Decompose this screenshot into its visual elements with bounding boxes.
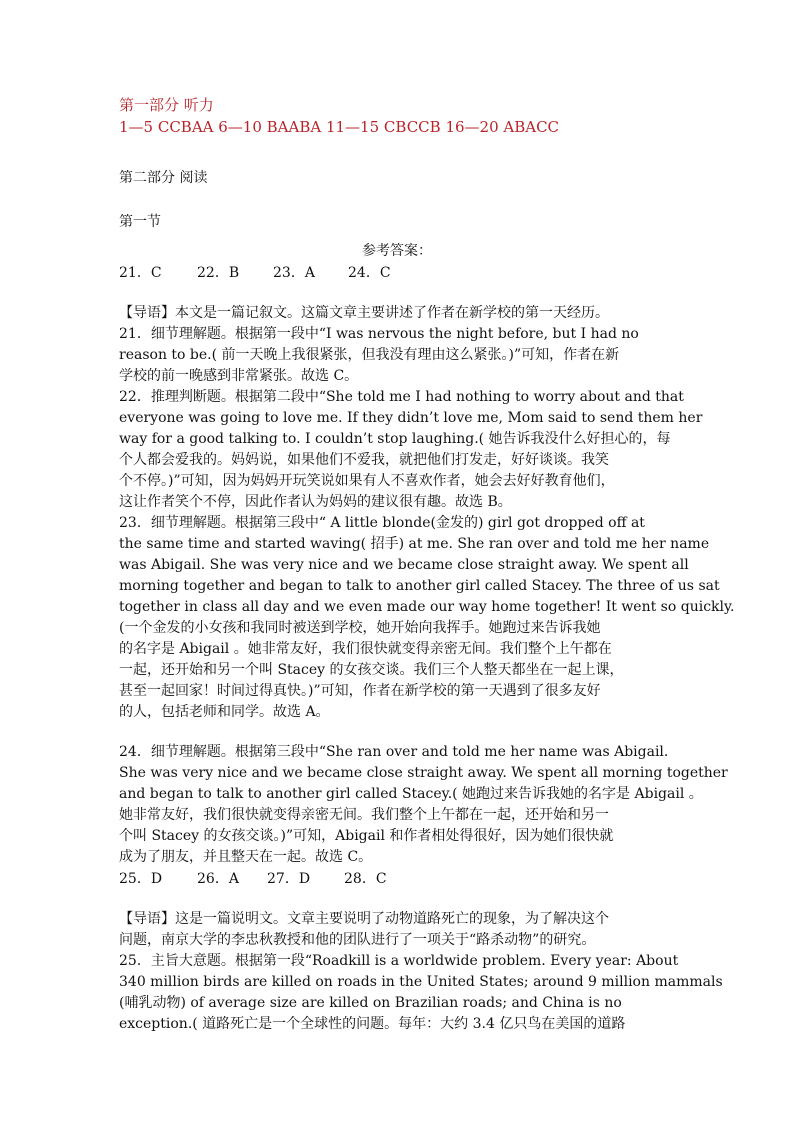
answer-23: 23．A [273, 265, 315, 281]
reading-heading: 第二部分 阅读 [119, 170, 208, 186]
section-heading: 第一节 [119, 214, 161, 230]
passage-a-line-26: 成为了朋友，并且整天在一起。故选 C。 [119, 849, 373, 865]
reference-answer-title: 参考答案： [362, 243, 432, 259]
passage-a-line-18: 一起，还开始和另一个叫 Stacey 的女孩交谈。我们三个人整天都坐在一起上课， [119, 662, 624, 678]
answer-25: 25．D [119, 871, 163, 887]
passage-a-line-25: 个叫 Stacey 的女孩交谈。)”可知，Abigail 和作者相处得很好，因为她们很快就 [119, 828, 614, 844]
passage-b-line-2: 问题，南京大学的李忠秋教授和他的团队进行了一项关于“路杀动物”的研究。 [119, 932, 596, 948]
passage-b-line-1: 【导语】这是一篇说明文。文章主要说明了动物道路死亡的现象，为了解决这个 [119, 911, 609, 927]
answer-24: 24．C [348, 265, 391, 281]
passage-a-line-21: 24．细节理解题。根据第三段中“She ran over and told me her name was Abigail. [119, 744, 669, 760]
passage-a-line-12: the same time and started waving( 招手) at me. She ran over and told me her name [119, 536, 710, 552]
answer-21: 21．C [119, 265, 162, 281]
answer-row-25-28 [119, 869, 387, 890]
passage-a-line-5: 22．推理判断题。根据第二段中“She told me I had nothing to worry about and that [119, 389, 684, 405]
passage-a-line-4: 学校的前一晚感到非常紧张。故选 C。 [119, 368, 359, 384]
passage-a-line-14: morning together and began to talk to another girl called Stacey. The three of us sat [119, 578, 720, 594]
passage-a-line-7: way for a good talking to. I couldn’t stop laughing.( 她告诉我没什么好担心的，每 [119, 431, 671, 447]
passage-a-line-3: reason to be.( 前一天晚上我很紧张，但我没有理由这么紧张。)”可知，作者在新 [119, 347, 620, 363]
answer-26: 26．A [197, 871, 239, 887]
passage-a-line-9: 个不停。)”可知，因为妈妈开玩笑说如果有人不喜欢作者，她会去好好教育他们， [119, 473, 615, 489]
passage-a-line-22: She was very nice and we became close straight away. We spent all morning together [119, 765, 728, 781]
passage-a-line-1: 【导语】本文是一篇记叙文。这篇文章主要讲述了作者在新学校的第一天经历。 [119, 305, 609, 321]
passage-a-line-2: 21．细节理解题。根据第一段中“I was nervous the night before, but I had no [119, 326, 639, 342]
passage-a-line-10: 这让作者笑个不停，因此作者认为妈妈的建议很有趣。故选 B。 [119, 494, 512, 510]
passage-a-line-15: together in class all day and we even made our way home together! It went so quickly. [119, 599, 735, 615]
listening-answers: 1—5 CCBAA 6—10 BAABA 11—15 CBCCB 16—20 ABACC [119, 118, 560, 136]
passage-a-line-11: 23．细节理解题。根据第三段中“ A little blonde(金发的) girl got dropped off at [119, 515, 645, 531]
listening-heading: 第一部分 听力 [119, 96, 214, 114]
answer-row-21-24 [119, 263, 391, 284]
passage-a-line-8: 个人都会爱我的。妈妈说，如果他们不爱我，就把他们打发走，好好谈谈。我笑 [119, 452, 609, 468]
passage-a-line-23: and began to talk to another girl called Stacey.( 她跑过来告诉我她的名字是 Abigail 。 [119, 786, 703, 802]
passage-a-line-20: 的人，包括老师和同学。故选 A。 [119, 704, 330, 720]
passage-a-line-13: was Abigail. She was very nice and we became close straight away. We spent all [119, 557, 689, 573]
answer-27: 27．D [267, 871, 311, 887]
passage-a-line-19: 甚至一起回家！时间过得真快。)”可知，作者在新学校的第一天遇到了很多友好 [119, 683, 601, 699]
passage-b-line-6: exception.( 道路死亡是一个全球性的问题。每年：大约 3.4 亿只鸟在美国的道路 [119, 1016, 626, 1032]
passage-b-line-3: 25．主旨大意题。根据第一段“Roadkill is a worldwide problem. Every year: About [119, 953, 679, 969]
passage-b-line-5: (哺乳动物) of average size are killed on Brazilian roads; and China is no [119, 995, 622, 1011]
passage-a-line-17: 的名字是 Abigail 。她非常友好，我们很快就变得亲密无间。我们整个上午都在 [119, 641, 612, 657]
passage-a-line-24: 她非常友好，我们很快就变得亲密无间。我们整个上午都在一起，还开始和另一 [119, 807, 609, 823]
passage-b-line-4: 340 million birds are killed on roads in the United States; around 9 million mammals [119, 974, 723, 990]
answer-22: 22．B [197, 265, 240, 281]
passage-a-line-16: (一个金发的小女孩和我同时被送到学校，她开始向我挥手。她跑过来告诉我她 [119, 620, 601, 636]
answer-28: 28．C [344, 871, 387, 887]
passage-a-line-6: everyone was going to love me. If they didn’t love me, Mom said to send them her [119, 410, 703, 426]
